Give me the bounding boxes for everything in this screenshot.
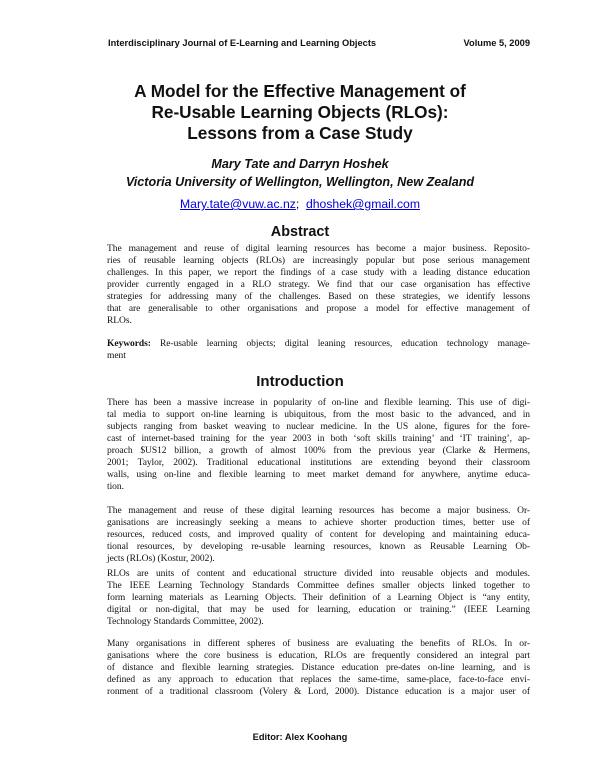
intro-paragraph-3: [107, 568, 530, 628]
abstract-line: RLOs.: [107, 316, 132, 326]
abstract-text: [107, 243, 530, 327]
author-names: Mary Tate and Darryn Hoshek: [211, 157, 389, 171]
keywords: [107, 338, 530, 362]
abstract-line: ries of reusable learning objects (RLOs) are increasingly popular but pose serious management: [107, 256, 530, 266]
running-header: [108, 38, 530, 48]
paragraph-line: resources, reduced costs, and improved quality of content for developing and maintaining educa-: [107, 530, 530, 540]
abstract-line: strategies for addressing many of the challenges. Based on these strategies, we identify lessons: [107, 292, 530, 302]
keywords-label: Keywords:: [107, 339, 151, 349]
paragraph-line: defined as any approach to education that replaces the same-time, same-place, face-to-face envi-: [107, 675, 530, 685]
paragraph-line: walls, using on-line and flexible learning to meet market demand for anywhere, anytime educa-: [107, 470, 530, 480]
paragraph-line: proach $US12 billion, a growth of almost 100% from the previous year (Clarke & Hermens,: [107, 446, 530, 456]
paragraph-line: ronment of a traditional classroom (Volery & Lord, 2000). Distance education is a major user of: [107, 687, 530, 697]
journal-name: Interdisciplinary Journal of E-Learning and Learning Objects: [108, 38, 377, 48]
author-emails: [40, 197, 560, 211]
paragraph-line: digital or non-digital, that may be used for learning, education or training.” (IEEE Learning: [107, 605, 530, 615]
paragraph-line: form learning materials as Learning Objects. Their definition of a Learning Object is “any entity,: [107, 593, 530, 603]
abstract-line: challenges. In this paper, we report the findings of a case study with a leading distance education: [107, 268, 530, 278]
paragraph-line: tal media to support on-line learning is ubiquitous, from the most basic to the advanced, and in: [107, 410, 530, 420]
paragraph-line: ganisations are increasingly seeking a means to achieve shorter production times, better use of: [107, 518, 530, 528]
paragraph-line: 2001; Taylor, 2002). Traditional educational institutions are extending beyond their classroom: [107, 458, 530, 468]
paragraph-line: Technology Standards Committee, 2002).: [107, 617, 264, 627]
paragraph-line: tion.: [107, 482, 124, 492]
introduction-heading: Introduction: [256, 373, 344, 390]
intro-paragraph-4: [107, 638, 530, 698]
paragraph-line: jects (RLOs) (Kostur, 2002).: [107, 554, 215, 564]
intro-paragraph-2: [107, 505, 530, 565]
page-footer: Editor: Alex Koohang: [252, 732, 348, 742]
paragraph-line: There has been a massive increase in popularity of on-line and flexible learning. This use of digi-: [107, 398, 530, 408]
paragraph-line: subjects ranging from basket weaving to nuclear medicine. In the US alone, figures for the fore-: [107, 422, 530, 432]
abstract-heading: Abstract: [270, 224, 330, 240]
paragraph-line: tional resources, by developing re-usable learning resources, known as Reusable Learning Ob-: [107, 542, 530, 552]
intro-paragraph-1: [107, 397, 530, 493]
paragraph-line: The IEEE Learning Technology Standards Committee defines smaller objects linked together to: [107, 581, 530, 591]
title-line-2: Re-Usable Learning Objects (RLOs):: [151, 102, 449, 122]
abstract-line: that are generalisable to other organisations and propose a model for effective management of: [107, 304, 530, 314]
paragraph-line: The management and reuse of these digital learning resources has become a major business. Or-: [107, 506, 530, 516]
paper-title: [60, 81, 540, 144]
paragraph-line: of distance and flexible learning strategies. Distance education pre-dates on-line learning, and is: [107, 663, 530, 673]
keywords-text-cont: ment: [107, 351, 126, 361]
author-block: [40, 155, 560, 191]
paragraph-line: cast of internet-based training for the year 2003 in both ‘soft skills training’ and ‘IT training’, ap-: [107, 434, 530, 444]
abstract-line: provider currently engaged in a RLO strategy. We find that our case organisation has effective: [107, 280, 530, 290]
paragraph-line: RLOs are units of content and educational structure divided into reusable objects and modules.: [107, 569, 530, 579]
paragraph-line: ganisations where the core business is education, RLOs are frequently considered an integral part: [107, 651, 530, 661]
abstract-line: The management and reuse of digital learning resources has become a major business. Reposito-: [107, 244, 530, 254]
volume-info: Volume 5, 2009: [463, 38, 530, 48]
title-line-3: Lessons from a Case Study: [187, 123, 413, 143]
email-separator: ;: [295, 197, 300, 211]
email-link-hoshek[interactable]: dhoshek@gmail.com: [305, 197, 420, 211]
keywords-text: Re-usable learning objects; digital leaning resources, education technology manage-: [160, 339, 531, 349]
paragraph-line: Many organisations in different spheres of business are evaluating the benefits of RLOs. In or-: [107, 639, 530, 649]
title-line-1: A Model for the Effective Management of: [134, 81, 466, 101]
email-link-tate[interactable]: Mary.tate@vuw.ac.nz: [180, 197, 296, 211]
author-affiliation: Victoria University of Wellington, Wellington, New Zealand: [125, 175, 475, 189]
